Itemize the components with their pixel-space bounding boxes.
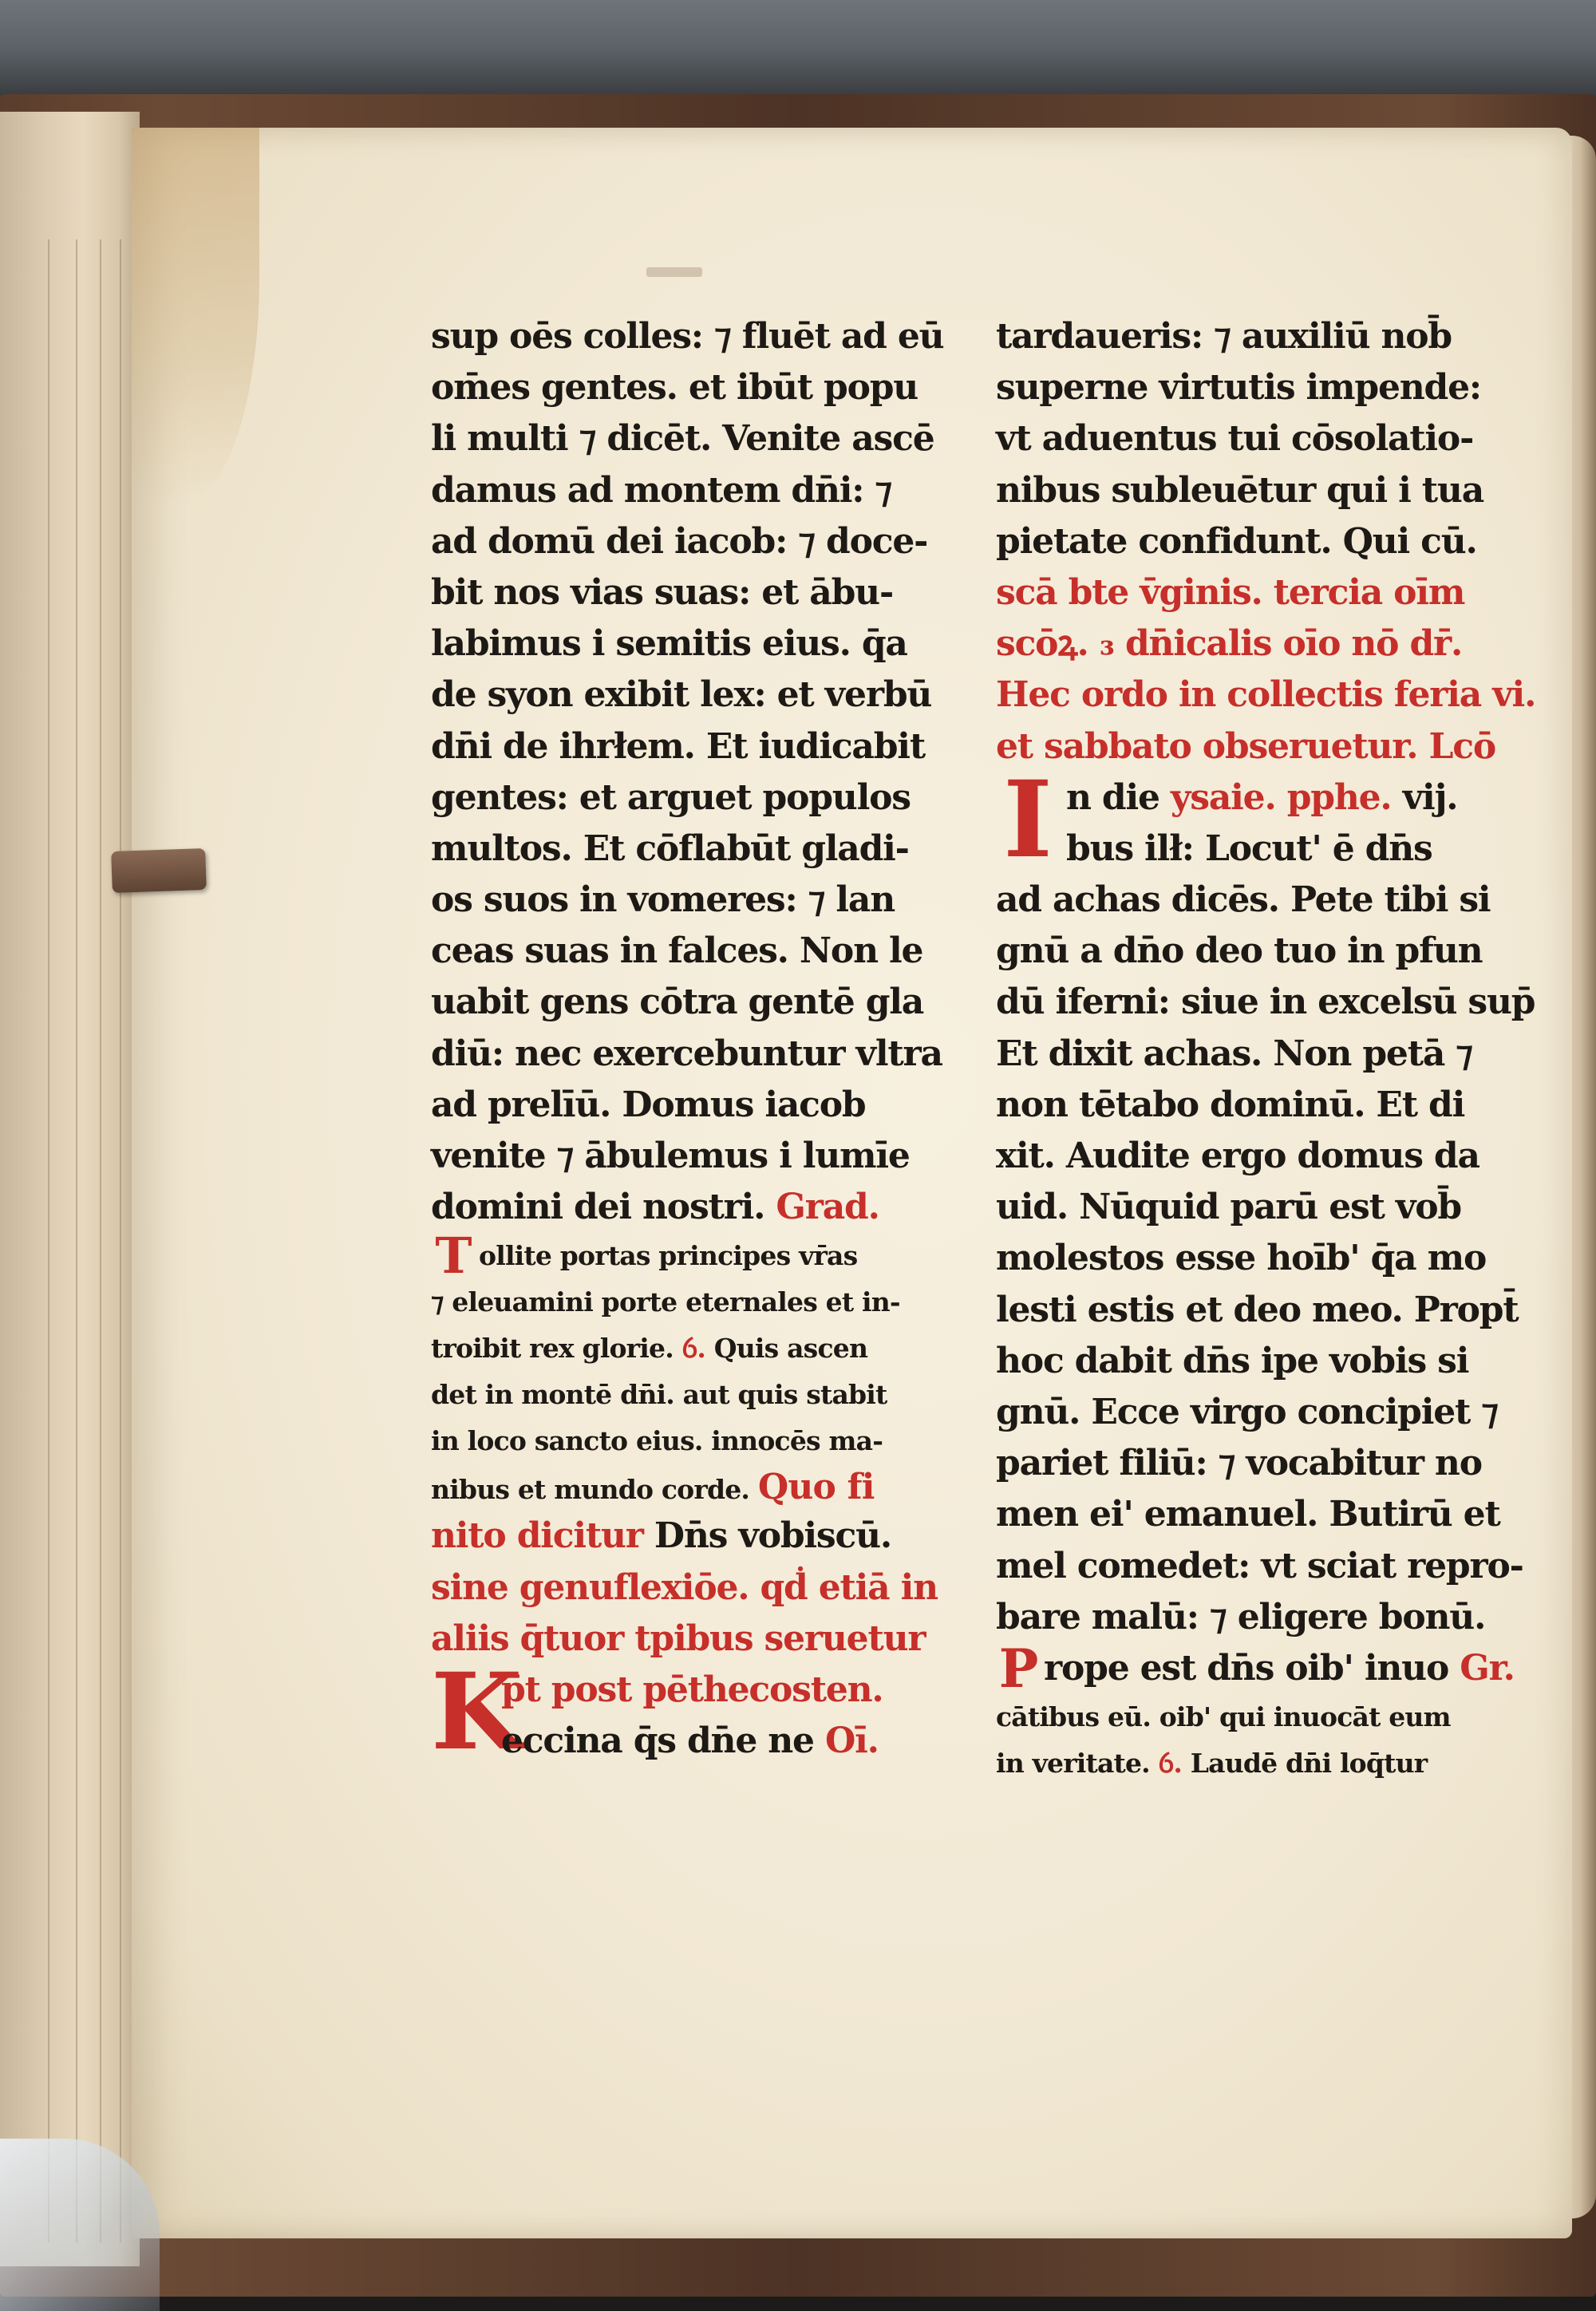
text-line: Et dixit achas. Non petā ⁊: [996, 1033, 1472, 1074]
rubric-line: scā bte v̄ginis. tercia oīm: [996, 571, 1465, 613]
rubric-versicle: ỽ.: [1158, 1748, 1183, 1780]
text-span: Dn̄s vobiscū.: [654, 1515, 892, 1557]
text-line-small: [431, 1464, 910, 1511]
text-line: gnū. Ecce virgo concipiet ⁊: [996, 1391, 1498, 1432]
text-line: os suos in vomeres: ⁊ lan: [431, 879, 895, 921]
text-span: vij.: [1402, 776, 1458, 818]
text-line: de syon exibit lex: et verbū: [431, 674, 932, 716]
left-page-stack: [0, 112, 140, 2266]
text-line: bus ilł: Locut' ē dn̄s: [1066, 828, 1432, 869]
text-line: dū iferni: siue in excelsū sup̄: [996, 982, 1535, 1023]
rubric-span: Quo fi: [757, 1467, 875, 1508]
text-line: multos. Et cōflabūt gladi-: [431, 828, 909, 869]
text-span: in loco sancto eius. innocēs ma-: [431, 1425, 883, 1457]
text-line: om̄es gentes. et ibūt popu: [431, 367, 918, 409]
initial-letter-k: K: [431, 1649, 523, 1774]
right-lines-block: [996, 875, 1535, 1643]
text-column-left: [431, 311, 944, 1774]
text-span: ⁊ eleuamini porte eternales et in-: [431, 1286, 900, 1318]
rubric-line: Hec ordo in collectis feria vi.: [996, 674, 1536, 716]
initial-letter-p: P: [998, 1637, 1038, 1700]
text-line-small: [996, 1740, 1475, 1787]
text-span: cātibus eū. oib' qui inuocāt eum: [996, 1701, 1451, 1733]
text-span: Quis ascen: [713, 1333, 868, 1365]
text-line: ad prelīū. Domus iacob: [431, 1084, 866, 1125]
text-line: hoc dabit dn̄s ipe vobis si: [996, 1340, 1469, 1381]
text-line: dn̄i de ihrłem. Et iudicabit: [431, 725, 925, 767]
rubric-gradual: Grad.: [776, 1187, 879, 1228]
text-line: venite ⁊ ābulemus i lumīe: [431, 1136, 910, 1176]
text-line: [431, 1182, 910, 1233]
page-edge-line: [100, 239, 101, 2242]
text-line: gnū a dn̄o deo tuo in pfun: [996, 930, 1483, 972]
text-line: men ei' emanuel. Butirū et: [996, 1494, 1500, 1535]
leather-tab-marker[interactable]: [111, 848, 207, 893]
rubric-line: p̄t post pēthecosten.: [501, 1669, 883, 1710]
text-line-small: [431, 1372, 910, 1418]
text-line-small: [996, 1694, 1475, 1740]
initial-letter-i: I: [1003, 757, 1053, 882]
text-span: n die: [1066, 776, 1159, 818]
water-stain: [132, 128, 259, 503]
page-edge-line: [48, 239, 49, 2242]
text-line: lesti estis et deo meo. Propt̄: [996, 1289, 1519, 1330]
text-line: bit nos vias suas: et ābu-: [431, 571, 893, 613]
text-line: damus ad montem dn̄i: ⁊: [431, 469, 892, 511]
text-line: uabit gens cōtra gentē gla: [431, 982, 924, 1023]
page-edge-line: [120, 239, 121, 2242]
text-span: Laudē dn̄i loq̄tur: [1190, 1748, 1428, 1780]
text-line: uid. Nūquid parū est vob̄: [996, 1187, 1461, 1228]
text-line: mel comedet: vt sciat repro-: [996, 1545, 1523, 1586]
left-lines-block: [431, 311, 944, 1182]
text-span: in veritate.: [996, 1748, 1150, 1780]
rubric-line: aliis q̄tuor tpibus seruetur: [431, 1618, 926, 1659]
text-line-small: [431, 1418, 910, 1464]
text-line: sup oēs colles: ⁊ fluēt ad eū: [431, 316, 944, 357]
text-span: domini dei nostri.: [431, 1187, 765, 1228]
text-line: nibus subleuētur qui i tua: [996, 469, 1484, 511]
text-line: pietate confidunt. Qui cū.: [996, 520, 1477, 562]
text-line: tardaueris: ⁊ auxiliū nob̄: [996, 316, 1452, 357]
text-line-small: [431, 1279, 910, 1325]
text-line: xit. Audite ergo domus da: [996, 1136, 1479, 1176]
text-line: molestos esse hoīb' q̄a mo: [996, 1238, 1487, 1279]
text-line: superne virtutis impende:: [996, 367, 1481, 409]
initial-block-i: [996, 757, 1475, 882]
text-column-right: [996, 311, 1536, 1787]
text-line: [996, 772, 1475, 824]
text-line: pariet filiū: ⁊ vocabitur no: [996, 1443, 1482, 1484]
text-line: ad achas dicēs. Pete tibi si: [996, 879, 1491, 921]
initial-block-k: [431, 1649, 910, 1774]
text-span: nibus et mundo corde.: [431, 1474, 750, 1506]
text-line: bare malū: ⁊ eligere bonū.: [996, 1596, 1486, 1637]
right-rubric-block: [996, 567, 1536, 772]
rubric-line: sine genuflexiōe. qḋ etiā in: [431, 1566, 938, 1608]
initial-letter-t: T: [435, 1227, 472, 1286]
text-line: [431, 1716, 910, 1767]
text-line-small: [431, 1227, 910, 1286]
right-lines-block: [996, 311, 1484, 567]
page-edge-line: [76, 239, 77, 2242]
text-line: gentes: et arguet populos: [431, 776, 911, 818]
rubric-span: Oī.: [824, 1720, 879, 1762]
rubric-span: nito dicitur: [431, 1515, 643, 1557]
text-line: labimus i semitis eius. q̄a: [431, 623, 907, 665]
text-line: [996, 1637, 1515, 1700]
text-span: det in montē dn̄i. aut quis stabit: [431, 1379, 887, 1411]
text-span: eccina q̄s dn̄e ne: [501, 1720, 814, 1762]
text-line: [431, 1511, 910, 1562]
text-line: ad domū dei iacob: ⁊ doce-: [431, 520, 928, 562]
text-span: troibit rex glorie.: [431, 1333, 674, 1365]
rubric-versicle: ỽ.: [681, 1333, 706, 1365]
text-line: non tētabo dominū. Et di: [996, 1084, 1465, 1125]
text-span: rope est dn̄s oib' inuo: [1044, 1647, 1449, 1689]
rubric-line: scōꝝ. ₃ dn̄icalis oīo nō dr̄.: [996, 623, 1463, 665]
rubric-span: Gr.: [1460, 1647, 1515, 1689]
text-line: li multi ⁊ dicēt. Venite ascē: [431, 418, 934, 460]
text-line: vt aduentus tui cōsolatio-: [996, 418, 1474, 460]
text-line: ceas suas in falces. Non le: [431, 930, 923, 972]
folio-mark: [646, 267, 702, 277]
text-line-small: [431, 1325, 910, 1372]
text-line: diū: nec exercebuntur vltra: [431, 1033, 942, 1074]
rubric-span: ysaie. pphe.: [1170, 776, 1392, 818]
text-span: ollite portas principes vr̄as: [479, 1240, 858, 1272]
rubric-line: et sabbato obseruetur. Lcō: [996, 725, 1495, 767]
